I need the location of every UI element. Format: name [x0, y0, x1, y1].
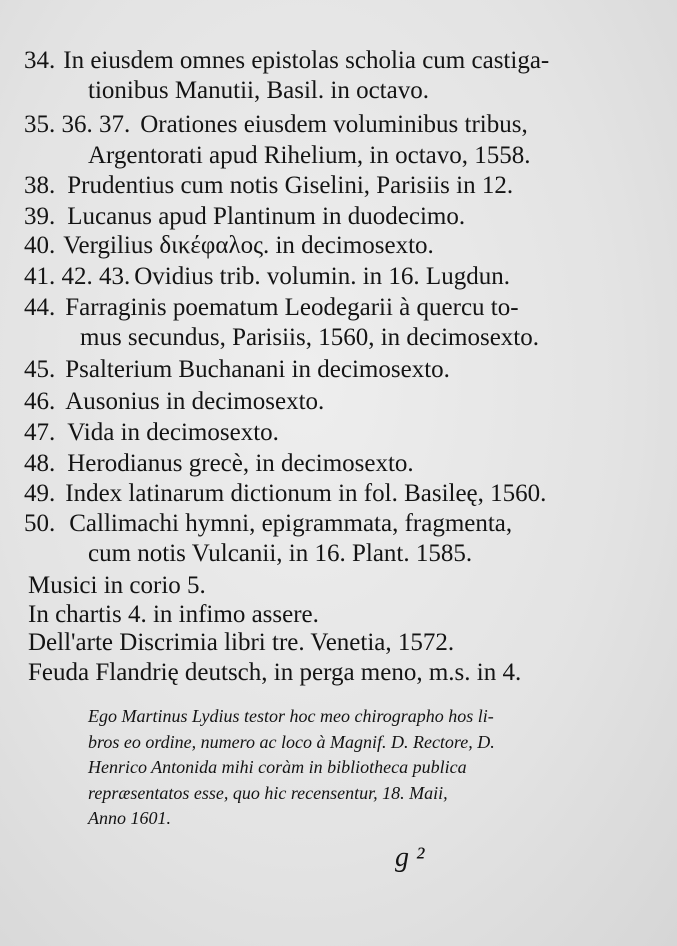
extra-item: Musici in corio 5.: [28, 572, 206, 599]
entry-text: Callimachi hymni, epigrammata, fragmenta,: [69, 510, 513, 537]
extra-item: Feuda Flandrię deutsch, in perga meno, m.s. in 4.: [28, 659, 522, 686]
list-item: [24, 479, 546, 509]
extra-item: In chartis 4. in infimo assere.: [28, 601, 319, 628]
attestation-line: repræsentatos esse, quo hic recensentur, 18. Maii,: [88, 782, 448, 803]
entry-text: In eiusdem omnes epistolas scholia cum castiga-: [63, 47, 550, 74]
list-item: [24, 202, 465, 232]
list-item: [24, 46, 549, 76]
entry-text: Farraginis poematum Leodegarii à quercu to-: [65, 294, 519, 321]
entry-number: 39.: [24, 203, 56, 230]
entry-text: Vida in decimosexto.: [67, 419, 279, 446]
entry-text: Orationes eiusdem voluminibus tribus,: [140, 111, 528, 138]
entry-text: Index latinarum dictionum in fol. Basileę, 1560.: [65, 480, 547, 507]
list-item: [24, 509, 512, 539]
entry-number: 40.: [24, 232, 56, 259]
entry-number: 34.: [24, 47, 56, 74]
list-item: [24, 171, 513, 201]
entry-continuation: mus secundus, Parisiis, 1560, in decimosexto.: [80, 324, 539, 351]
list-item: [24, 293, 519, 323]
list-item: [24, 449, 414, 479]
entry-text: Lucanus apud Plantinum in duodecimo.: [67, 203, 466, 230]
entry-number: 41. 42. 43.: [24, 263, 131, 290]
attestation-line: bros eo ordine, numero ac loco à Magnif. D. Rectore, D.: [88, 731, 495, 752]
list-item: [24, 418, 279, 448]
entry-number: 38.: [24, 172, 56, 199]
entry-text: Ausonius in decimosexto.: [65, 388, 325, 415]
entry-text: Vergilius δικέφαλος. in decimosexto.: [63, 232, 434, 259]
entry-continuation: tionibus Manutii, Basil. in octavo.: [88, 77, 429, 104]
entry-text: Psalterium Buchanani in decimosexto.: [65, 356, 450, 383]
list-item: [24, 262, 510, 292]
entry-number: 47.: [24, 419, 56, 446]
entry-number: 50.: [24, 510, 56, 537]
entry-continuation: Argentorati apud Rihelium, in octavo, 1558.: [88, 142, 531, 169]
attestation-paragraph: [88, 704, 548, 832]
list-item: [24, 231, 434, 261]
entry-number: 46.: [24, 388, 56, 415]
extra-item: Dell'arte Discrimia libri tre. Venetia, 1572.: [28, 629, 455, 656]
attestation-line: Henrico Antonida mihi coràm in bibliotheca publica: [88, 757, 467, 777]
entry-number: 45.: [24, 356, 56, 383]
list-item: [24, 387, 324, 417]
entry-number: 49.: [24, 480, 56, 507]
entry-number: 48.: [24, 450, 56, 477]
list-item: [24, 110, 528, 140]
entry-continuation: cum notis Vulcanii, in 16. Plant. 1585.: [88, 540, 473, 567]
entry-text: Ovidius trib. volumin. in 16. Lugdun.: [134, 263, 510, 290]
list-item: [24, 355, 450, 385]
entry-text: Prudentius cum notis Giselini, Parisiis in 12.: [67, 172, 514, 199]
attestation-line: Anno 1601.: [88, 808, 171, 828]
signature-mark: g ²: [395, 842, 425, 873]
attestation-line: Ego Martinus Lydius testor hoc meo chirographo hos li-: [88, 706, 494, 726]
entry-number: 44.: [24, 294, 56, 321]
entry-number: 35. 36. 37.: [24, 111, 131, 138]
entry-text: Herodianus grecè, in decimosexto.: [67, 450, 414, 477]
